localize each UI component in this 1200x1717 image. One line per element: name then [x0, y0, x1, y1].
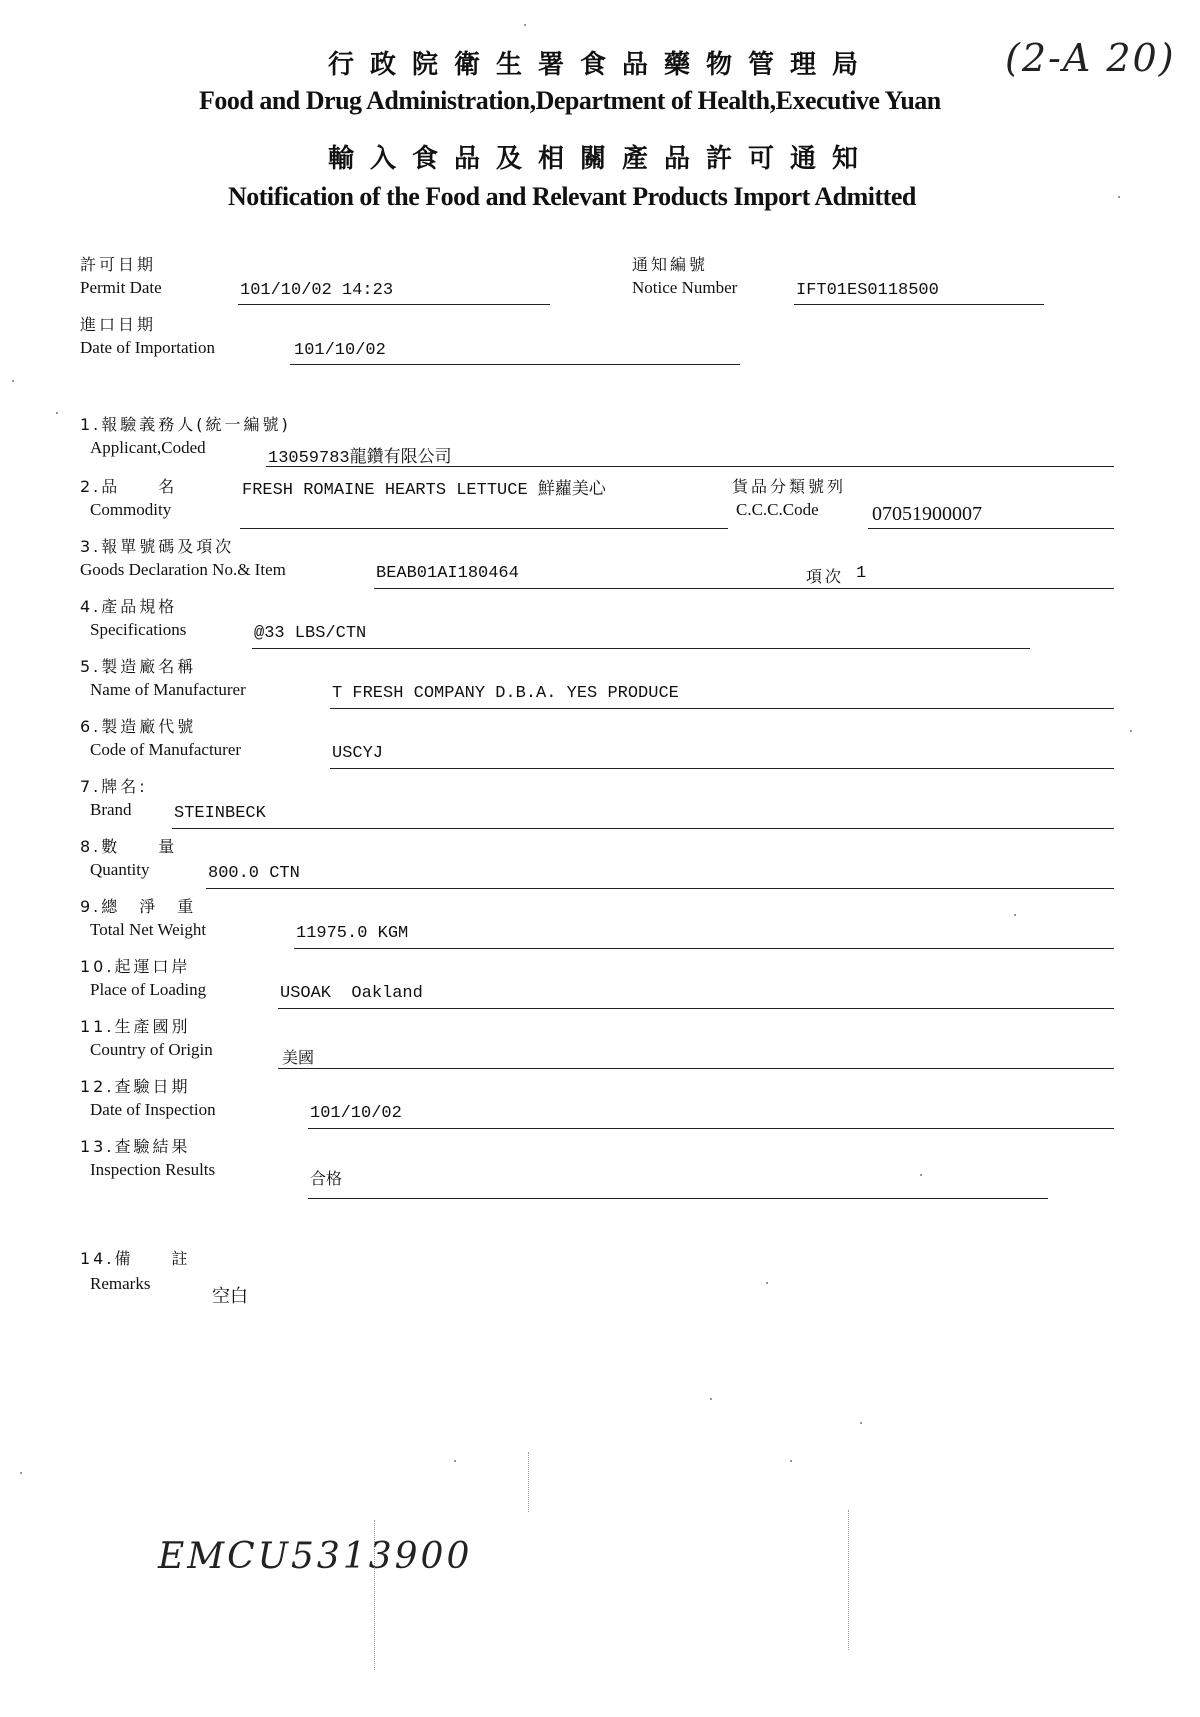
manufacturer-name-value: T FRESH COMPANY D.B.A. YES PRODUCE — [332, 684, 679, 703]
applicant-underline — [266, 466, 1114, 467]
notice-number-label-en: Notice Number — [632, 278, 738, 297]
scan-speck — [524, 24, 526, 26]
inspection-date-label-zh: 12.查驗日期 — [80, 1077, 191, 1096]
importation-date-value: 101/10/02 — [294, 341, 386, 360]
scan-speck — [56, 412, 58, 414]
ccc-code-label-zh: 貨品分類號列 — [732, 477, 847, 496]
manufacturer-code-label-zh: 6.製造廠代號 — [80, 717, 197, 736]
net-weight-label-zh: 9.總 淨 重 — [80, 897, 197, 916]
permit-date-label-zh: 許可日期 — [80, 255, 157, 274]
goods-declaration-underline — [374, 588, 1114, 589]
permit-date-label-en: Permit Date — [80, 278, 162, 297]
importation-date-underline — [290, 364, 740, 365]
permit-date-underline — [238, 304, 550, 305]
inspection-results-label-en: Inspection Results — [90, 1160, 216, 1179]
net-weight-value: 11975.0 KGM — [296, 924, 409, 943]
scan-speck — [1118, 196, 1120, 198]
quantity-label-zh: 8.數 量 — [80, 837, 178, 856]
commodity-label-zh: 2.品 名 — [80, 477, 178, 496]
specifications-label-zh: 4.產品規格 — [80, 597, 178, 616]
commodity-value: FRESH ROMAINE HEARTS LETTUCE 鮮蘿美心 — [242, 481, 606, 500]
brand-value: STEINBECK — [174, 804, 266, 823]
brand-label-zh: 7.牌名: — [80, 777, 148, 796]
commodity-label-en: Commodity — [90, 500, 172, 519]
manufacturer-name-underline — [330, 708, 1114, 709]
applicant-label-zh: 1.報驗義務人(統一編號) — [80, 415, 291, 434]
inspection-date-underline — [308, 1128, 1114, 1129]
origin-country-label-en: Country of Origin — [90, 1040, 213, 1059]
notice-number-value: IFT01ES0118500 — [796, 281, 939, 300]
quantity-label-en: Quantity — [90, 860, 150, 879]
subtitle-chinese: 輸入食品及相關產品許可通知 — [328, 144, 875, 174]
inspection-results-underline — [308, 1198, 1048, 1199]
goods-declaration-label-zh: 3.報單號碼及項次 — [80, 537, 235, 556]
scan-speck — [454, 1460, 456, 1462]
scan-speck — [710, 1398, 712, 1400]
manufacturer-name-label-zh: 5.製造廠名稱 — [80, 657, 197, 676]
scan-dotted-mark — [528, 1452, 529, 1512]
scan-speck — [1130, 730, 1132, 732]
brand-underline — [172, 828, 1114, 829]
title-chinese: 行政院衛生署食品藥物管理局 — [328, 50, 875, 80]
ccc-code-label-en: C.C.C.Code — [736, 500, 819, 519]
origin-country-underline — [278, 1068, 1114, 1069]
ccc-code-underline — [868, 528, 1114, 529]
net-weight-underline — [294, 948, 1114, 949]
importation-date-label-zh: 進口日期 — [80, 315, 157, 334]
commodity-underline — [240, 528, 728, 529]
remarks-label-en: Remarks — [90, 1274, 151, 1293]
inspection-results-label-zh: 13.查驗結果 — [80, 1137, 191, 1156]
loading-place-value: USOAK Oakland — [280, 984, 423, 1003]
handwritten-container-number: EMCU5313900 — [158, 1536, 473, 1577]
item-value: 1 — [856, 564, 867, 583]
quantity-underline — [206, 888, 1114, 889]
importation-date-label-en: Date of Importation — [80, 338, 216, 357]
handwritten-annotation-top: (2-A 20) — [1005, 36, 1176, 80]
scan-dotted-mark — [848, 1510, 849, 1650]
manufacturer-name-label-en: Name of Manufacturer — [90, 680, 246, 699]
specifications-label-en: Specifications — [90, 620, 187, 639]
title-english: Food and Drug Administration,Department of Health,Executive Yuan — [199, 86, 941, 115]
goods-declaration-label-en: Goods Declaration No.& Item — [80, 560, 286, 579]
item-label: 項次 — [806, 567, 845, 586]
scan-speck — [920, 1174, 922, 1176]
applicant-label-en: Applicant,Coded — [90, 438, 206, 457]
ccc-code-value: 07051900007 — [872, 503, 982, 525]
remarks-value: 空白 — [212, 1286, 248, 1307]
scan-speck — [1014, 914, 1016, 916]
goods-declaration-value: BEAB01AI180464 — [376, 564, 519, 583]
scan-speck — [790, 1460, 792, 1462]
scan-speck — [766, 1282, 768, 1284]
specifications-underline — [252, 648, 1030, 649]
scan-dotted-mark — [374, 1520, 375, 1670]
inspection-date-value: 101/10/02 — [310, 1104, 402, 1123]
scan-speck — [20, 1472, 22, 1474]
inspection-date-label-en: Date of Inspection — [90, 1100, 216, 1119]
permit-date-value: 101/10/02 14:23 — [240, 281, 394, 300]
manufacturer-code-label-en: Code of Manufacturer — [90, 740, 242, 759]
manufacturer-code-underline — [330, 768, 1114, 769]
origin-country-value: 美國 — [282, 1048, 315, 1067]
manufacturer-code-value: USCYJ — [332, 744, 384, 763]
notice-number-underline — [794, 304, 1044, 305]
loading-place-underline — [278, 1008, 1114, 1009]
notice-number-label-zh: 通知編號 — [632, 255, 709, 274]
loading-place-label-en: Place of Loading — [90, 980, 207, 999]
specifications-value: @33 LBS/CTN — [254, 624, 367, 643]
remarks-label-zh: 14.備 註 — [80, 1249, 191, 1268]
loading-place-label-zh: 10.起運口岸 — [80, 957, 191, 976]
net-weight-label-en: Total Net Weight — [90, 920, 207, 939]
scan-speck — [12, 380, 14, 382]
applicant-value: 13059783龍鑽有限公司 — [268, 449, 452, 468]
scan-speck — [860, 1422, 862, 1424]
inspection-results-value: 合格 — [310, 1169, 343, 1188]
brand-label-en: Brand — [90, 800, 132, 819]
subtitle-english: Notification of the Food and Relevant Products Import Admitted — [228, 182, 916, 211]
origin-country-label-zh: 11.生產國別 — [80, 1017, 191, 1036]
quantity-value: 800.0 CTN — [208, 864, 300, 883]
